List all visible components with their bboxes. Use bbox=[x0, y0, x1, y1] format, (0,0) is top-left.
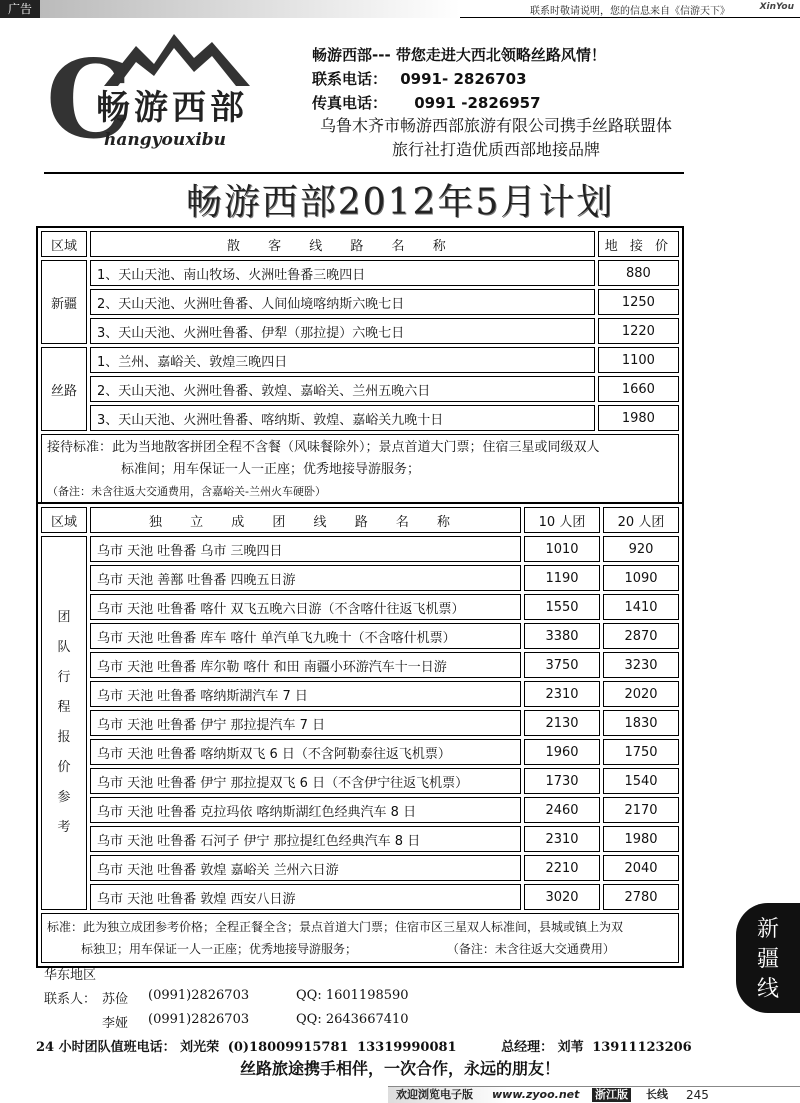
contact-region: 华东地区 bbox=[44, 968, 97, 983]
table-row bbox=[41, 652, 679, 678]
price-10: 1550 bbox=[524, 594, 600, 620]
contact-name-1: 苏俭 bbox=[102, 992, 129, 1007]
price-20: 2170 bbox=[603, 797, 679, 823]
phone-label: 联系电话： bbox=[312, 70, 388, 88]
price-20: 1830 bbox=[603, 710, 679, 736]
table-row bbox=[41, 855, 679, 881]
group-note-line-2-wrap bbox=[47, 938, 673, 960]
duty-phone-2: 13319990081 bbox=[357, 1040, 457, 1055]
table-row bbox=[41, 594, 679, 620]
region-char: 队 bbox=[57, 640, 71, 655]
route-price: 1980 bbox=[598, 405, 679, 431]
route-name: 3、天山天池、火洲吐鲁番、伊犁（那拉提）六晚七日 bbox=[90, 318, 595, 344]
scatter-note-line-3: （备注：未含往返大交通费用，含嘉峪关-兰州火车硬卧） bbox=[47, 485, 326, 498]
table-row bbox=[41, 318, 679, 344]
route-name: 乌市 天池 吐鲁番 喀纳斯湖汽车 7 日 bbox=[90, 681, 521, 707]
route-name: 乌市 天池 善鄯 吐鲁番 四晚五日游 bbox=[90, 565, 521, 591]
company-line-2: 旅行社打造优质西部地接品牌 bbox=[391, 140, 600, 159]
price-20: 2780 bbox=[603, 884, 679, 910]
region-cell: 新疆 bbox=[41, 260, 87, 344]
publisher-logo: XinYou bbox=[759, 2, 794, 12]
route-name: 乌市 天池 吐鲁番 克拉玛依 喀纳斯湖红色经典汽车 8 日 bbox=[90, 797, 521, 823]
price-20-header: 20 人团 bbox=[603, 507, 679, 533]
group-note-line-2: 标独卫；用车保证一人一正座；优秀地接导游服务； bbox=[81, 942, 358, 956]
route-name: 乌市 天池 吐鲁番 喀什 双飞五晚六日游（不含喀什往返飞机票） bbox=[90, 594, 521, 620]
duty-label: 24 小时团队值班电话： bbox=[36, 1040, 176, 1055]
contact-label: 联系人： bbox=[44, 992, 97, 1007]
route-price: 1250 bbox=[598, 289, 679, 315]
price-10: 2210 bbox=[524, 855, 600, 881]
region-char: 报 bbox=[57, 730, 71, 745]
page-footer bbox=[388, 1086, 800, 1103]
page-number: 245 bbox=[686, 1088, 709, 1102]
logo-letter: C bbox=[46, 37, 132, 163]
route-name: 乌市 天池 吐鲁番 库尔勒 喀什 和田 南疆小环游汽车十一日游 bbox=[90, 652, 521, 678]
group-route-table bbox=[36, 502, 684, 968]
price-header: 地 接 价 bbox=[598, 231, 679, 257]
section-tab bbox=[736, 903, 800, 1013]
duty-line bbox=[36, 1036, 692, 1055]
price-10: 3750 bbox=[524, 652, 600, 678]
price-20: 2020 bbox=[603, 681, 679, 707]
price-20: 1410 bbox=[603, 594, 679, 620]
group-note-line-1: 标准：此为独立成团参考价格；全程正餐全含；景点首道大门票；住宿市区三星双人标准间，县城或镇上为双 bbox=[47, 920, 624, 934]
section-tab-char: 新 bbox=[756, 917, 779, 942]
qq-number: 1601198590 bbox=[325, 988, 409, 1003]
price-20: 3230 bbox=[603, 652, 679, 678]
scatter-notes bbox=[41, 434, 679, 506]
region-char: 考 bbox=[57, 820, 71, 835]
table-row bbox=[41, 681, 679, 707]
route-name: 乌市 天池 吐鲁番 喀纳斯双飞 6 日（不含阿勒泰往返飞机票） bbox=[90, 739, 521, 765]
region-char: 价 bbox=[57, 760, 71, 775]
table-row bbox=[41, 536, 679, 562]
price-20: 920 bbox=[603, 536, 679, 562]
price-10: 3020 bbox=[524, 884, 600, 910]
price-10: 3380 bbox=[524, 623, 600, 649]
company-logo bbox=[44, 28, 274, 163]
route-name: 乌市 天池 吐鲁番 乌市 三晚四日 bbox=[90, 536, 521, 562]
section-tab-char: 疆 bbox=[756, 947, 779, 972]
route-name: 1、天山天池、南山牧场、火洲吐鲁番三晚四日 bbox=[90, 260, 595, 286]
footer-url[interactable]: www.zyoo.net bbox=[492, 1088, 580, 1101]
price-10: 1730 bbox=[524, 768, 600, 794]
qq-number: 2643667410 bbox=[325, 1012, 409, 1027]
region-header: 区域 bbox=[41, 231, 87, 257]
route-name: 乌市 天池 吐鲁番 敦煌 嘉峪关 兰州六日游 bbox=[90, 855, 521, 881]
edition-badge: 浙江版 bbox=[592, 1088, 631, 1102]
region-char: 团 bbox=[57, 610, 71, 625]
price-10: 1960 bbox=[524, 739, 600, 765]
price-10-header: 10 人团 bbox=[524, 507, 600, 533]
phone-line bbox=[312, 68, 527, 89]
table-row bbox=[41, 710, 679, 736]
gm-label: 总经理： bbox=[501, 1040, 554, 1055]
logo-english-name: hangyouxibu bbox=[104, 130, 227, 150]
fax-line bbox=[312, 92, 541, 113]
gm-name: 刘苇 bbox=[557, 1040, 584, 1055]
region-header: 区域 bbox=[41, 507, 87, 533]
table-row bbox=[41, 768, 679, 794]
price-10: 2130 bbox=[524, 710, 600, 736]
table-row bbox=[41, 376, 679, 402]
price-20: 2040 bbox=[603, 855, 679, 881]
price-20: 1980 bbox=[603, 826, 679, 852]
route-name: 2、天山天池、火洲吐鲁番、人间仙境喀纳斯六晚七日 bbox=[90, 289, 595, 315]
route-price: 1220 bbox=[598, 318, 679, 344]
header-slogan: 畅游西部--- 带您走进大西北领略丝路风情！ bbox=[312, 46, 606, 64]
duty-name: 刘光荣 bbox=[180, 1040, 220, 1055]
scatter-note-line-2: 标准间；用车保证一人一正座；优秀地接导游服务； bbox=[121, 462, 421, 477]
company-description bbox=[306, 114, 686, 162]
region-char: 参 bbox=[57, 790, 71, 805]
route-name-header: 独 立 成 团 线 路 名 称 bbox=[90, 507, 521, 533]
price-10: 2310 bbox=[524, 681, 600, 707]
source-notice: 联系时敬请说明，您的信息来自《信游天下》 bbox=[530, 6, 730, 17]
ad-tag: 广告 bbox=[0, 0, 40, 18]
route-name: 2、天山天池、火洲吐鲁番、敦煌、嘉峪关、兰州五晚六日 bbox=[90, 376, 595, 402]
table-row bbox=[41, 797, 679, 823]
duty-phone-1: (0)18009915781 bbox=[227, 1040, 349, 1055]
scatter-note-line-1: 接待标准：此为当地散客拼团全程不含餐（风味餐除外）；景点首道大门票；住宿三星或同级双人 bbox=[47, 440, 600, 455]
route-name: 1、兰州、嘉峪关、敦煌三晚四日 bbox=[90, 347, 595, 373]
price-10: 1010 bbox=[524, 536, 600, 562]
banner-gradient bbox=[40, 0, 460, 18]
table-row bbox=[41, 884, 679, 910]
route-name: 乌市 天池 吐鲁番 库车 喀什 单汽单飞九晚十（不含喀什机票） bbox=[90, 623, 521, 649]
region-char: 行 bbox=[57, 670, 71, 685]
page-title: 畅游西部2012年5月计划 bbox=[185, 182, 615, 223]
table-row bbox=[41, 405, 679, 431]
top-banner bbox=[0, 0, 800, 18]
table-row bbox=[41, 289, 679, 315]
company-line-1: 乌鲁木齐市畅游西部旅游有限公司携手丝路联盟体 bbox=[319, 116, 672, 135]
phone-number: 0991- 2826703 bbox=[400, 70, 527, 88]
region-cell: 丝路 bbox=[41, 347, 87, 431]
logo-chinese-name: 畅游西部 bbox=[96, 88, 248, 128]
route-name-header: 散 客 线 路 名 称 bbox=[90, 231, 595, 257]
route-name: 乌市 天池 吐鲁番 伊宁 那拉提双飞 6 日（不含伊宁往返飞机票） bbox=[90, 768, 521, 794]
table-row bbox=[41, 623, 679, 649]
gm-phone: 13911123206 bbox=[592, 1040, 692, 1055]
contact-phone-2: (0991)2826703 bbox=[148, 1012, 250, 1027]
qq-label: QQ: bbox=[296, 988, 322, 1003]
price-10: 1190 bbox=[524, 565, 600, 591]
contact-qq-2 bbox=[296, 1012, 409, 1027]
table-row bbox=[41, 565, 679, 591]
scatter-route-table bbox=[36, 226, 684, 511]
region-vertical-cell bbox=[41, 536, 87, 910]
price-20: 2870 bbox=[603, 623, 679, 649]
table-row bbox=[41, 347, 679, 373]
price-20: 1090 bbox=[603, 565, 679, 591]
table-row bbox=[41, 739, 679, 765]
price-10: 2460 bbox=[524, 797, 600, 823]
footer-text: 欢迎浏览电子版 bbox=[396, 1088, 473, 1101]
group-note-remark: （备注：未含往返大交通费用） bbox=[446, 942, 615, 956]
route-name: 3、天山天池、火洲吐鲁番、喀纳斯、敦煌、嘉峪关九晚十日 bbox=[90, 405, 595, 431]
route-name: 乌市 天池 吐鲁番 敦煌 西安八日游 bbox=[90, 884, 521, 910]
section-tab-char: 线 bbox=[756, 977, 779, 1002]
table-header-row bbox=[41, 507, 679, 533]
route-name: 乌市 天池 吐鲁番 石河子 伊宁 那拉提红色经典汽车 8 日 bbox=[90, 826, 521, 852]
table-row bbox=[41, 826, 679, 852]
fax-number: 0991 -2826957 bbox=[414, 94, 541, 112]
price-20: 1750 bbox=[603, 739, 679, 765]
contact-name-2: 李娅 bbox=[102, 1016, 129, 1031]
contact-qq-1 bbox=[296, 988, 409, 1003]
qq-label: QQ: bbox=[296, 1012, 322, 1027]
route-price: 1660 bbox=[598, 376, 679, 402]
route-price: 880 bbox=[598, 260, 679, 286]
route-price: 1100 bbox=[598, 347, 679, 373]
group-notes bbox=[41, 913, 679, 963]
contact-phone-1: (0991)2826703 bbox=[148, 988, 250, 1003]
footer-slogan: 丝路旅途携手相伴，一次合作，永远的朋友！ bbox=[239, 1059, 560, 1078]
region-char: 程 bbox=[57, 700, 71, 715]
fax-label: 传真电话： bbox=[312, 94, 388, 112]
price-10: 2310 bbox=[524, 826, 600, 852]
table-header-row bbox=[41, 231, 679, 257]
table-row bbox=[41, 260, 679, 286]
section-name: 长线 bbox=[646, 1088, 668, 1101]
route-name: 乌市 天池 吐鲁番 伊宁 那拉提汽车 7 日 bbox=[90, 710, 521, 736]
price-20: 1540 bbox=[603, 768, 679, 794]
